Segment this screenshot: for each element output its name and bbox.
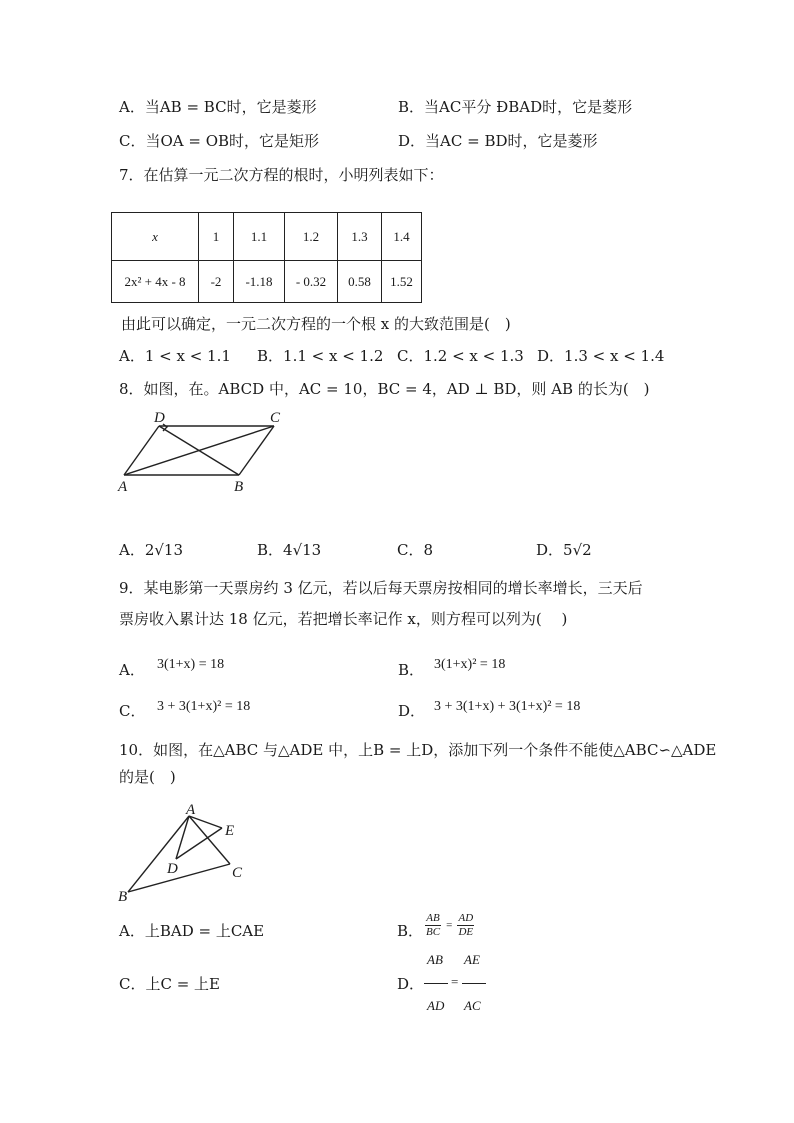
label-b: B xyxy=(118,889,128,905)
side-bc xyxy=(239,426,274,475)
q10-option-a: A．上BAD = 上CAE xyxy=(119,922,265,940)
fraction-bar xyxy=(424,983,448,984)
q9-option-d: 3 + 3(1+x) + 3(1+x)² = 18 xyxy=(434,699,581,714)
q8-option-a: A．2√13 xyxy=(119,541,184,559)
side-ad xyxy=(124,426,159,475)
label-d: D xyxy=(154,410,165,426)
q9-option-a: 3(1+x) = 18 xyxy=(157,657,225,672)
side-de xyxy=(176,828,222,859)
table-cell: - 0.32 xyxy=(285,261,338,303)
fraction-numerator: AD xyxy=(458,912,474,924)
table-cell: -1.18 xyxy=(234,261,285,303)
q7-conclusion: 由此可以确定，一元二次方程的一个根 x 的大致范围是( ) xyxy=(121,315,511,333)
label-b: B xyxy=(234,479,244,495)
q9-option-a-label: A． xyxy=(119,661,145,679)
q9-option-b: 3(1+x)² = 18 xyxy=(434,657,506,672)
parallelogram-figure xyxy=(110,405,290,497)
fraction-numerator: AB xyxy=(426,912,440,924)
q7-option-d: D．1.3 < x < 1.4 xyxy=(537,347,665,365)
q9-line-1: 9．某电影第一天票房约 3 亿元，若以后每天票房按相同的增长率增长，三天后 xyxy=(119,579,643,597)
q6-option-c: C．当OA = OB时，它是矩形 xyxy=(119,132,320,150)
table-header-expression: 2x² + 4x - 8 xyxy=(112,261,199,303)
table-cell: 1.2 xyxy=(285,213,338,261)
q6-option-a: A．当AB = BC时，它是菱形 xyxy=(119,98,317,116)
table-cell: 1.1 xyxy=(234,213,285,261)
table-cell: 1.3 xyxy=(338,213,382,261)
fraction-ad-de xyxy=(457,912,474,939)
q10-option-d-den2: AC xyxy=(464,998,481,1013)
label-e: E xyxy=(225,823,235,839)
q10-option-d-num2: AE xyxy=(464,952,480,967)
q8-option-c: C．8 xyxy=(397,541,434,559)
q10-option-c: C．上C = 上E xyxy=(119,975,221,993)
fraction-denominator: BC xyxy=(426,926,441,938)
table-cell: 1.52 xyxy=(382,261,422,303)
q8-option-b: B．4√13 xyxy=(257,541,322,559)
fraction-denominator: DE xyxy=(458,926,474,938)
q6-option-d: D．当AC = BD时，它是菱形 xyxy=(398,132,598,150)
table-cell: 1.4 xyxy=(382,213,422,261)
label-c: C xyxy=(270,410,281,426)
q10-option-b-formula xyxy=(425,912,474,939)
label-d: D xyxy=(167,861,178,877)
q7-option-a: A．1 < x < 1.1 xyxy=(119,347,231,365)
triangle-figure xyxy=(112,800,262,905)
q10-line-2: 的是( ) xyxy=(119,768,176,786)
q8-option-d: D．5√2 xyxy=(536,541,592,559)
label-a: A xyxy=(118,479,128,495)
q7-stem: 7．在估算一元二次方程的根时，小明列表如下： xyxy=(119,166,444,184)
table-row xyxy=(112,261,422,303)
q9-option-c: 3 + 3(1+x)² = 18 xyxy=(157,699,251,714)
q6-option-b: B．当AC平分 ÐBAD时，它是菱形 xyxy=(398,98,633,116)
q10-option-b-label: B． xyxy=(397,922,424,940)
table-cell: 1 xyxy=(199,213,234,261)
q10-option-d-num1: AB xyxy=(427,952,443,967)
q9-option-d-label: D． xyxy=(398,702,426,720)
q9-option-b-label: B． xyxy=(398,661,425,679)
q9-line-2: 票房收入累计达 18 亿元，若把增长率记作 x，则方程可以列为( ) xyxy=(119,610,568,628)
q7-value-table xyxy=(111,212,422,303)
q9-option-c-label: C． xyxy=(119,702,146,720)
q7-option-c: C．1.2 < x < 1.3 xyxy=(397,347,524,365)
table-header-x: x xyxy=(112,213,199,261)
q10-option-d-label: D． xyxy=(397,975,425,993)
q10-line-1: 10．如图，在△ABC 与△ADE 中，上B = 上D，添加下列一个条件不能使△ABC∽△ADE xyxy=(119,741,717,759)
q8-stem: 8．如图，在。ABCD 中，AC = 10，BC = 4，AD ⊥ BD，则 AB 的长为( ) xyxy=(119,380,650,398)
fraction-ab-bc xyxy=(425,912,441,939)
q10-option-d-den1: AD xyxy=(427,998,445,1013)
side-ab xyxy=(128,816,189,892)
label-a: A xyxy=(186,802,196,818)
diagonal-bd xyxy=(159,426,239,475)
table-cell: 0.58 xyxy=(338,261,382,303)
fraction-bar xyxy=(462,983,486,984)
label-c: C xyxy=(232,865,243,881)
table-row xyxy=(112,213,422,261)
side-ad xyxy=(176,816,189,859)
table-cell: -2 xyxy=(199,261,234,303)
equals-sign: = xyxy=(451,974,459,989)
q7-option-b: B．1.1 < x < 1.2 xyxy=(257,347,384,365)
side-bc xyxy=(128,864,230,892)
equals-sign: = xyxy=(446,919,453,932)
